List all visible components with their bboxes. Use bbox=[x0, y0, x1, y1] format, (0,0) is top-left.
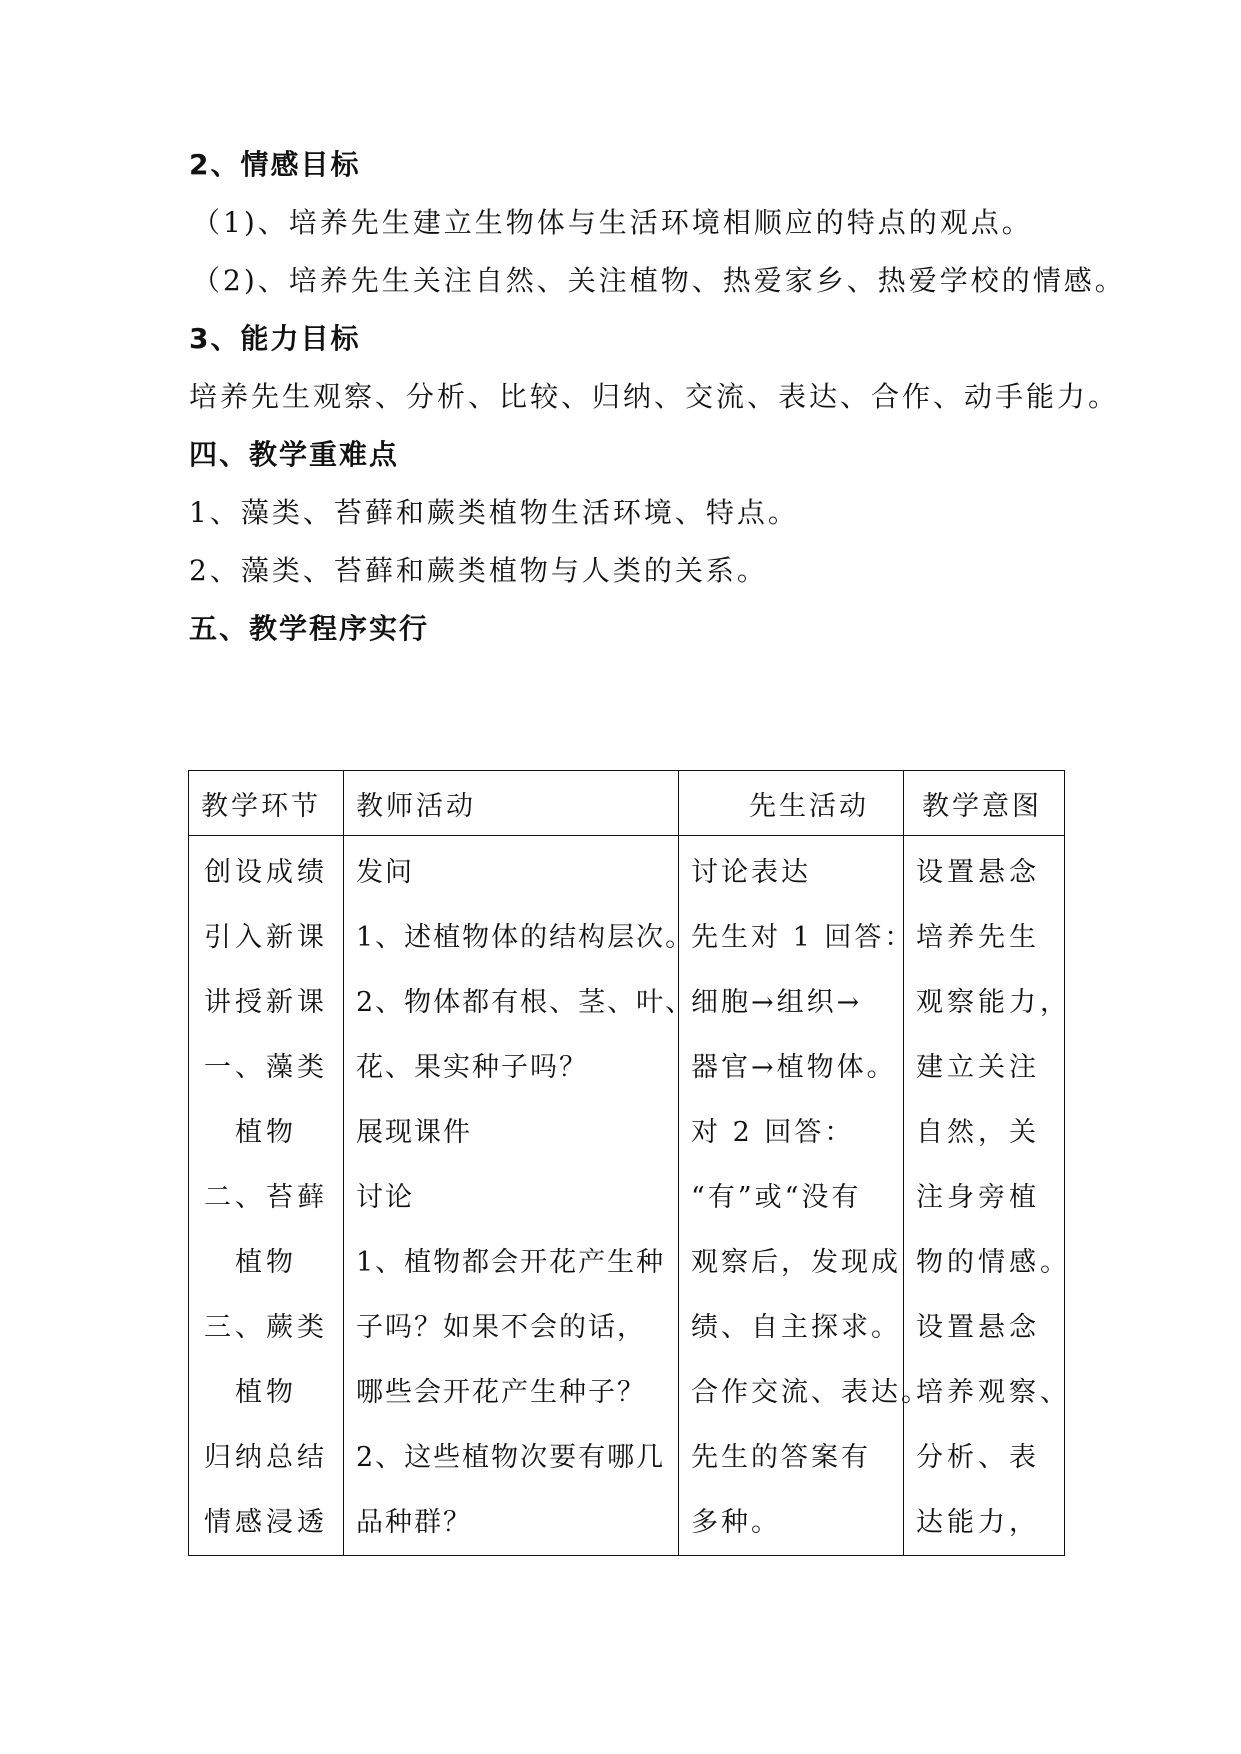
teaching-procedure-table bbox=[188, 770, 1071, 1556]
teacher-activity-line: 1、述植物体的结构层次。 bbox=[356, 922, 695, 953]
ability-goal-text: 培养先生观察、分析、比较、归纳、交流、表达、合作、动手能力。 bbox=[189, 380, 1120, 413]
teaching-intent-line: 培养观察、 bbox=[916, 1377, 1071, 1408]
teaching-intent-line: 自然，关 bbox=[916, 1117, 1040, 1148]
key-point-2: 2、藻类、苔藓和蕨类植物与人类的关系。 bbox=[189, 554, 768, 587]
student-activity-cell bbox=[679, 836, 931, 1556]
teacher-activity-line: 品种群？ bbox=[356, 1507, 472, 1538]
stage-line: 植物 bbox=[235, 1247, 297, 1278]
stage-line: 三、蕨类 bbox=[204, 1312, 328, 1343]
student-activity-line: “有”或“没有 bbox=[691, 1182, 862, 1213]
student-activity-line: 细胞→组织→ bbox=[691, 987, 863, 1018]
student-activity-line: 合作交流、表达。 bbox=[691, 1377, 931, 1408]
emotional-goal-item-2: （2)、培养先生关注自然、关注植物、热爱家乡、热爱学校的情感。 bbox=[192, 264, 1126, 297]
teacher-activity-line: 子吗？如果不会的话， bbox=[356, 1312, 646, 1343]
teacher-activity-line: 哪些会开花产生种子？ bbox=[356, 1377, 646, 1408]
stage-line: 二、苔藓 bbox=[204, 1182, 328, 1213]
teaching-intent-line: 培养先生 bbox=[916, 922, 1040, 953]
teaching-intent-line: 注身旁植 bbox=[916, 1182, 1040, 1213]
teaching-intent-line: 分析、表 bbox=[916, 1442, 1040, 1473]
teacher-activity-line: 讨论 bbox=[356, 1182, 414, 1213]
stage-line: 植物 bbox=[235, 1377, 297, 1408]
teacher-activity-line: 展现课件 bbox=[356, 1117, 472, 1148]
teaching-intent-line: 设置悬念 bbox=[916, 857, 1040, 888]
stage-cell bbox=[189, 836, 344, 1556]
student-activity-line: 先生的答案有 bbox=[691, 1442, 871, 1473]
table-row bbox=[189, 836, 1065, 1556]
stage-line: 讲授新课 bbox=[204, 987, 328, 1018]
ability-goal-heading: 3、能力目标 bbox=[189, 322, 361, 355]
teaching-intent-line: 设置悬念 bbox=[916, 1312, 1040, 1343]
teacher-activity-line: 发问 bbox=[356, 857, 414, 888]
teacher-activity-line: 2、物体都有根、茎、叶、 bbox=[356, 987, 695, 1018]
teaching-intent-line: 达能力， bbox=[916, 1507, 1040, 1538]
student-activity-line: 多种。 bbox=[691, 1507, 781, 1538]
emotional-goal-item-1: （1)、培养先生建立生物体与生活环境相顺应的特点的观点。 bbox=[192, 206, 1033, 239]
header-teaching-stage: 教学环节 bbox=[189, 771, 344, 836]
header-teaching-intent: 教学意图 bbox=[904, 771, 1065, 836]
teacher-activity-cell bbox=[344, 836, 695, 1556]
student-activity-line: 观察后，发现成 bbox=[691, 1247, 901, 1278]
header-student-activity: 先生活动 bbox=[679, 771, 904, 836]
stage-line: 情感浸透 bbox=[204, 1507, 328, 1538]
teaching-intent-line: 观察能力， bbox=[916, 987, 1071, 1018]
teaching-intent-cell bbox=[904, 836, 1071, 1556]
teacher-activity-line: 1、植物都会开花产生种 bbox=[356, 1247, 666, 1278]
teacher-activity-line: 花、果实种子吗？ bbox=[356, 1052, 588, 1083]
teaching-intent-line: 物的情感。 bbox=[916, 1247, 1071, 1278]
student-activity-line: 先生对 1 回答： bbox=[691, 922, 915, 953]
key-points-heading: 四、教学重难点 bbox=[189, 438, 400, 471]
stage-line: 一、藻类 bbox=[204, 1052, 328, 1083]
student-activity-line: 讨论表达 bbox=[691, 857, 811, 888]
procedure-heading: 五、教学程序实行 bbox=[189, 612, 430, 645]
stage-line: 引入新课 bbox=[204, 922, 328, 953]
emotional-goal-heading: 2、情感目标 bbox=[189, 148, 361, 181]
student-activity-line: 绩、自主探求。 bbox=[691, 1312, 901, 1343]
stage-line: 归纳总结 bbox=[204, 1442, 328, 1473]
stage-line: 创设成绩 bbox=[204, 857, 328, 888]
table-header-row bbox=[189, 771, 1065, 836]
student-activity-line: 对 2 回答： bbox=[691, 1117, 855, 1148]
header-teacher-activity: 教师活动 bbox=[344, 771, 679, 836]
key-point-1: 1、藻类、苔藓和蕨类植物生活环境、特点。 bbox=[189, 496, 799, 529]
student-activity-line: 器官→植物体。 bbox=[691, 1052, 897, 1083]
stage-line: 植物 bbox=[235, 1117, 297, 1148]
teacher-activity-line: 2、这些植物次要有哪几 bbox=[356, 1442, 666, 1473]
teaching-intent-line: 建立关注 bbox=[916, 1052, 1040, 1083]
